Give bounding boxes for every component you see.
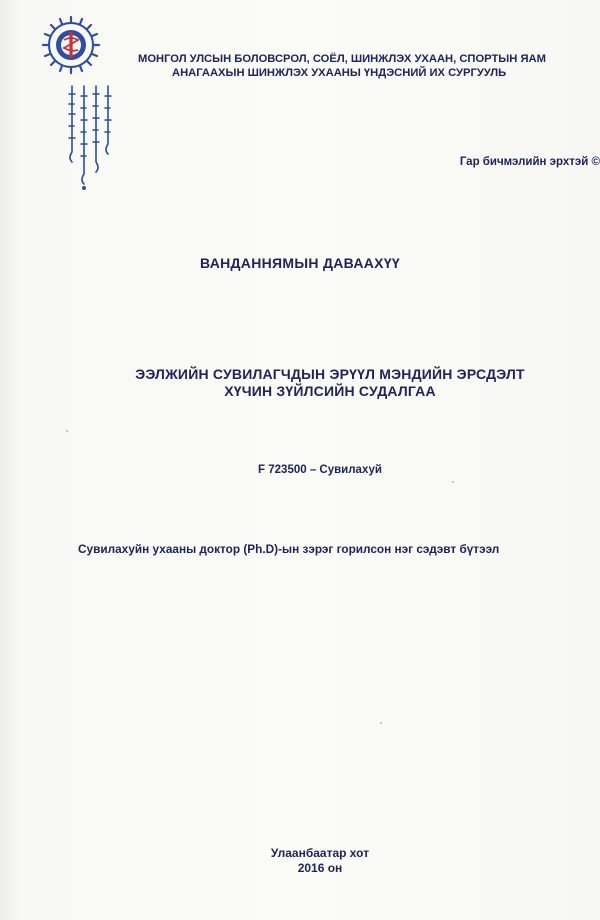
ministry-header (138, 52, 600, 80)
author-name: ВАНДАННЯМЫН ДАВААХҮҮ (200, 255, 400, 271)
university-emblem-icon (40, 14, 102, 76)
paper-speck (452, 481, 454, 483)
city: Улаанбаатар хот (270, 846, 370, 860)
dissertation-title (0, 366, 600, 400)
place-and-year (0, 846, 600, 876)
degree-statement: Сувилахуйн ухааны доктор (Ph.D)-ын зэрэг горилсон нэг сэдэвт бүтээл (78, 542, 500, 556)
ministry-line-2: АНАГААХЫН ШИНЖЛЭХ УХААНЫ ҮНДЭСНИЙ ИХ СУРГУУЛЬ (172, 67, 507, 79)
ministry-line-1: МОНГОЛ УЛСЫН БОЛОВСРОЛ, СОЁЛ, ШИНЖЛЭХ УХААН, СПОРТЫН ЯАМ (138, 53, 546, 65)
title-line-2: ХҮЧИН ЗҮЙЛСИЙН СУДАЛГАА (224, 383, 436, 399)
mongolian-script-emblem-icon (62, 82, 122, 192)
year: 2016 он (297, 861, 343, 875)
paper-speck (66, 430, 68, 432)
paper-speck (380, 722, 382, 724)
title-line-1: ЭЭЛЖИЙН СУВИЛАГЧДЫН ЭРҮҮЛ МЭНДИЙН ЭРСДЭЛТ (135, 366, 525, 382)
copyright-notice: Гар бичмэлийн эрхтэй © (459, 156, 600, 168)
specialty-code: F 723500 – Сувилахуй (258, 464, 382, 476)
